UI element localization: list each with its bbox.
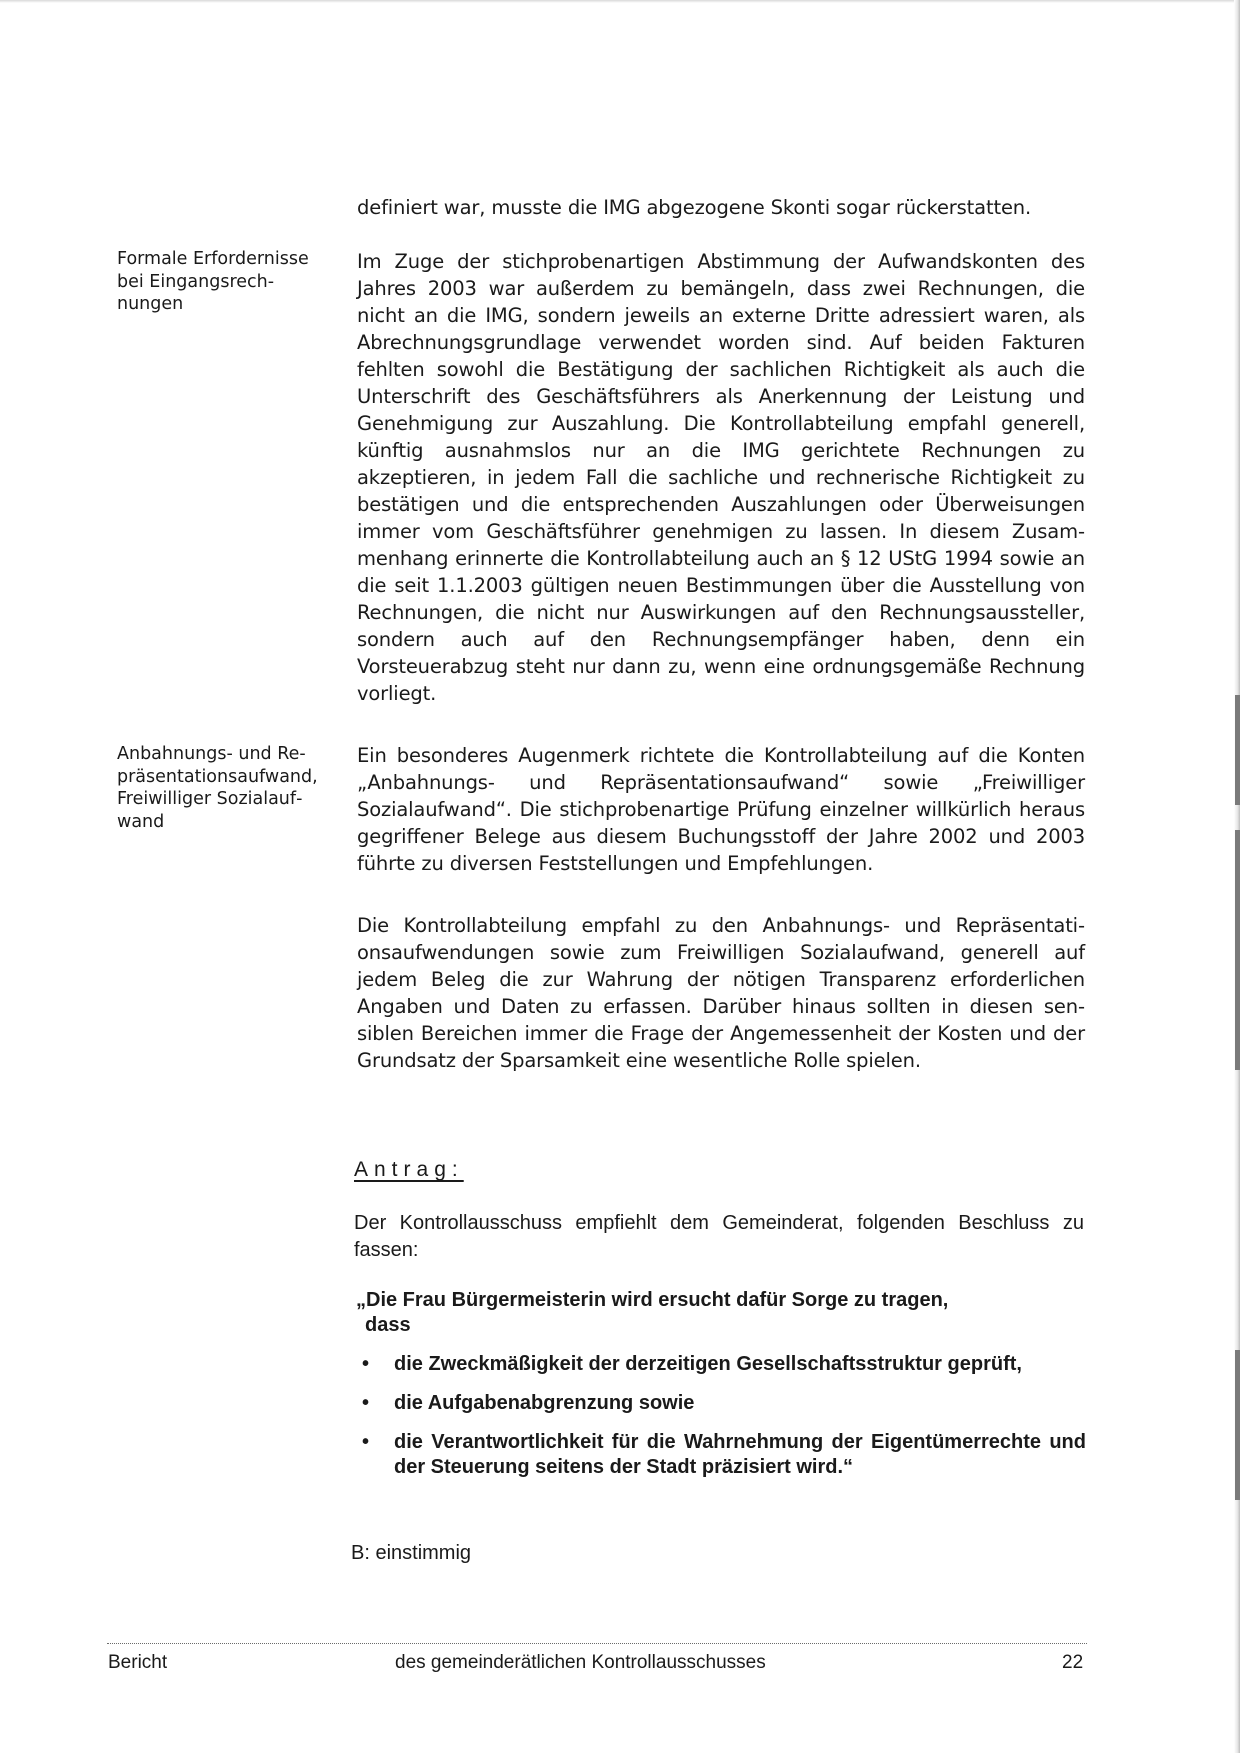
resolution-line-1: „Die Frau Bürgermeisterin wird ersucht dafür Sorge zu tragen, (356, 1289, 949, 1311)
main-column-empfehlung (357, 912, 1085, 1074)
resolution-block (356, 1288, 1086, 1494)
scan-edge-right (1234, 0, 1240, 1753)
resolution-bullet-item (356, 1391, 1086, 1416)
antrag-heading: Antrag: (354, 1158, 464, 1181)
margin-note-formale: Formale Erfordernisse bei Eingangsrechnungen (117, 249, 309, 314)
antrag-intro: Der Kontrollausschuss empfiehlt dem Gemeinderat, folgenden Beschluss zu fassen: (354, 1212, 1084, 1261)
paragraph-rechnungen: Im Zuge der stichprobenartigen Abstimmung der Aufwandskonten des Jahres 2003 war außerdem zu bemängeln, dass zwei Rechnungen, die nicht an die IMG, sondern jeweils an externe Dritte adressiert waren, als Abrechnungsgrundlage verwendet worden sind. Auf beiden Fakturen fehlten sowohl die Bestätigung der sachlichen Richtigkeit als auch die Unterschrift des Geschäftsführers als Anerkennung der Leistung und Genehmigung zur Auszahlung. Die Kontrollabteilung empfahl generell, künftig ausnahmslos nur an die IMG gerichtete Rechnungen zu akzeptieren, in jedem Fall die sachliche und rechnerische Richtigkeit zu bestätigen und die entsprechenden Auszahlungen oder Überweisungen immer vom Geschäftsführer genehmigen zu lassen. In diesem Zusammenhang erinnerte die Kontrollabteilung auch an § 12 UStG 1994 sowie an die seit 1.1.2003 gültigen neuen Bestimmungen über die Ausstellung von Rechnungen, die nicht nur Auswirkungen auf den Rechnungsaussteller, sondern auch auf den Rechnungsempfänger haben, denn ein Vorsteuerabzug steht nur dann zu, wenn eine ordnungsgemäße Rechnung vorliegt. (357, 250, 1085, 705)
bullet-icon: • (362, 1392, 370, 1414)
bullet-text: die Zweckmäßigkeit der derzeitigen Gesellschaftsstruktur geprüft, (394, 1353, 1022, 1375)
footer-left: Bericht (108, 1652, 168, 1673)
resolution-bullet-list (356, 1352, 1086, 1480)
resolution-bullet-item (356, 1352, 1086, 1377)
scan-mark (1235, 830, 1240, 1070)
main-column-anbahnung (357, 742, 1085, 877)
vote-result: B: einstimmig (351, 1542, 472, 1564)
bullet-text: die Aufgabenabgrenzung sowie (394, 1392, 695, 1414)
bullet-text: die Verantwortlichkeit für die Wahrnehmung der Eigentümerrechte und der Steuerung seitens der Stadt präzisiert wird.“ (394, 1431, 1086, 1478)
scan-mark (1235, 695, 1240, 805)
resolution-bullet-item (356, 1430, 1086, 1480)
margin-note-anbahnung: Anbahnungs- und Repräsentationsaufwand, Freiwilliger Sozialaufwand (117, 744, 318, 832)
footer-center: des gemeinderätlichen Kontrollausschusses (395, 1652, 766, 1673)
main-column-rechnungen (357, 248, 1085, 707)
resolution-line-2: dass (365, 1314, 411, 1336)
main-column-top (357, 194, 1085, 221)
bullet-icon: • (362, 1353, 370, 1375)
paragraph-continuation: definiert war, musste die IMG abgezogene Skonti sogar rückerstatten. (357, 196, 1032, 219)
scan-mark (1235, 1350, 1240, 1500)
paragraph-anbahnung: Ein besonderes Augenmerk richtete die Kontrollabteilung auf die Konten „Anbahnungs- und Repräsentationsaufwand“ sowie „Freiwilliger Sozialaufwand“. Die stichprobenartige Prüfung einzelner willkürlich heraus gegriffener Belege aus diesem Buchungsstoff der Jahre 2002 und 2003 führte zu diversen Feststellungen und Empfehlungen. (357, 744, 1085, 875)
resolution-intro (356, 1288, 1086, 1338)
scan-edge-top (0, 0, 1240, 3)
footer-page-number: 22 (1062, 1652, 1084, 1673)
paragraph-empfehlung: Die Kontrollabteilung empfahl zu den Anbahnungs- und Repräsentationsaufwendungen sowie zum Freiwilligen Sozialaufwand, generell auf jedem Beleg die zur Wahrung der nötigen Transparenz erforderlichen Angaben und Daten zu erfassen. Darüber hinaus sollten in diesen sensiblen Bereichen immer die Frage der Angemessenheit der Kosten und der Grundsatz der Sparsamkeit eine wesentliche Rolle spielen. (357, 914, 1085, 1072)
bullet-icon: • (362, 1431, 370, 1453)
footer-divider (107, 1643, 1087, 1644)
antrag-intro-block (354, 1210, 1084, 1264)
